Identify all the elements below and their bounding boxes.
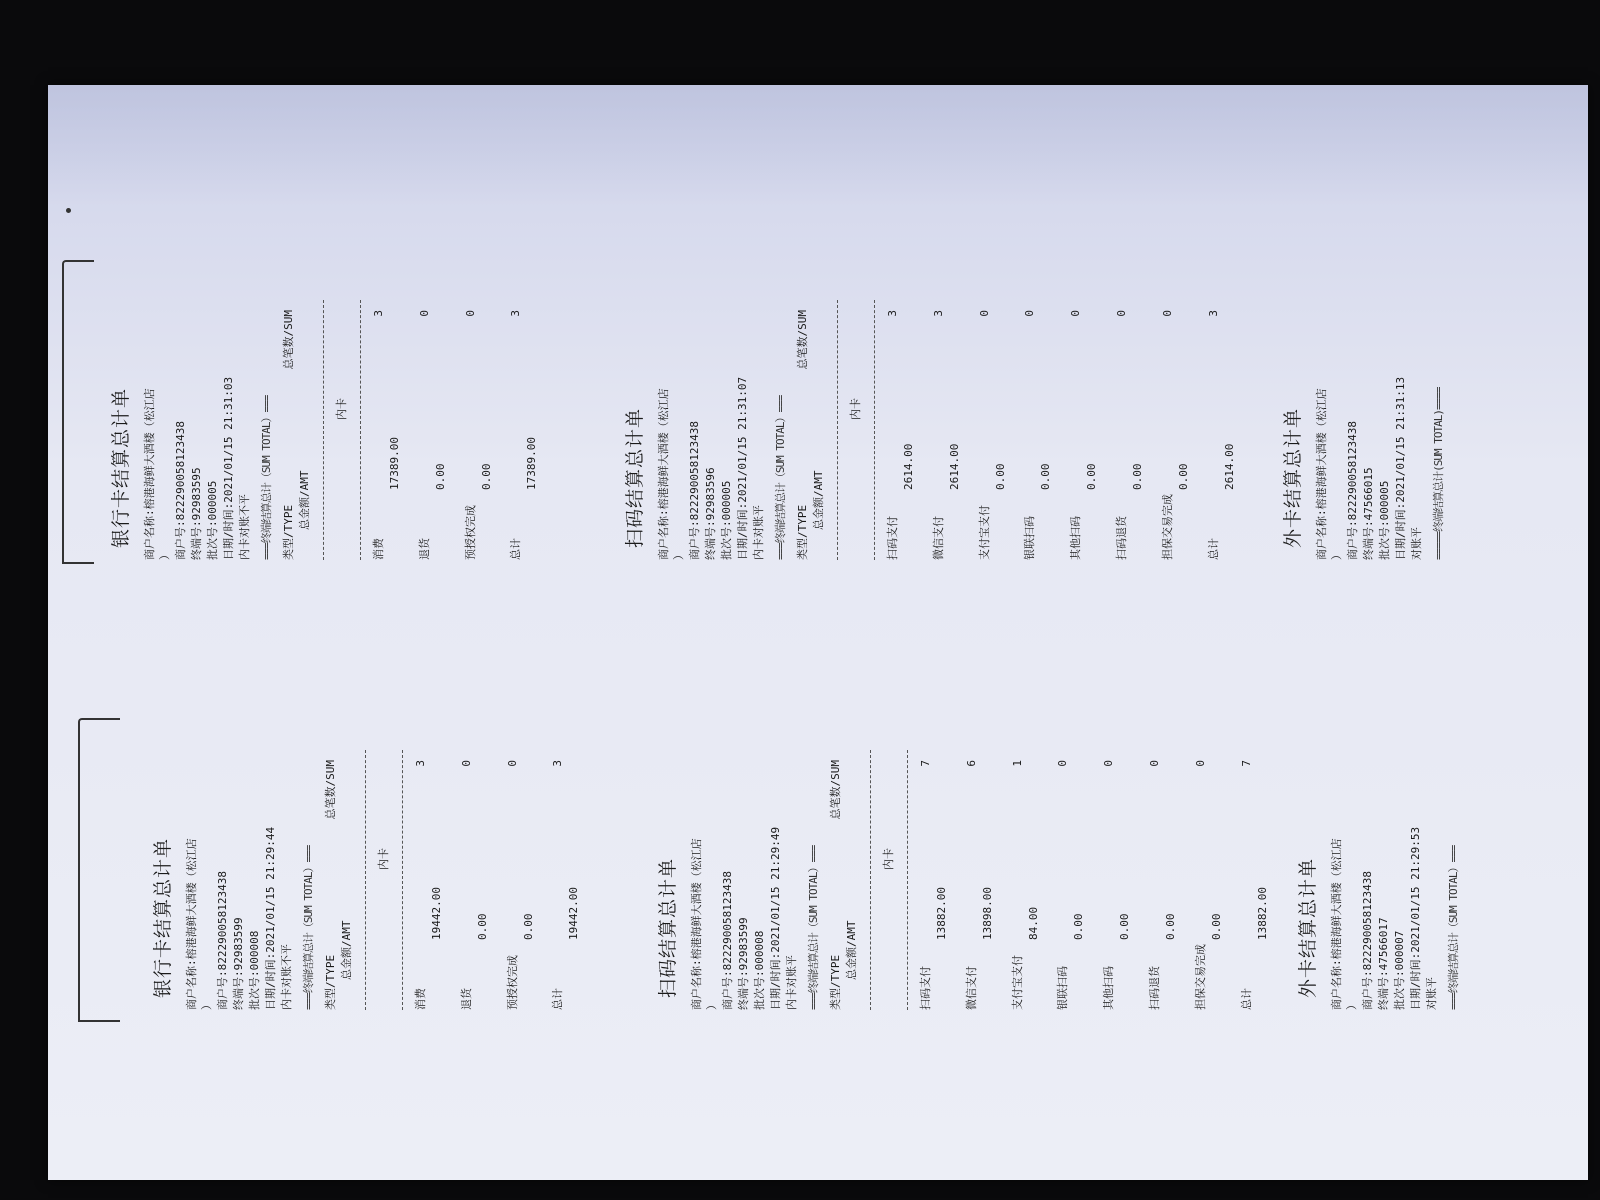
row-count: 7 — [1239, 760, 1253, 767]
sum-total-header: ===终端结算总计（SUM TOTAL）=== — [260, 395, 274, 560]
row-count: 0 — [1069, 310, 1083, 317]
summary-row-head — [1239, 760, 1255, 1010]
summary-row-head — [1114, 310, 1130, 560]
summary-row — [1114, 260, 1146, 560]
row-type: 其他扫码 — [1102, 966, 1116, 1010]
reconcile-status: 内卡对账平 — [752, 505, 766, 560]
paper-shading — [48, 85, 1588, 205]
receipt-title: 扫码结算总计单 — [657, 857, 679, 998]
date-time: 日期/时间:2021/01/15 21:31:13 — [1394, 376, 1408, 560]
row-type: 担保交易完成 — [1194, 944, 1208, 1010]
summary-row — [1068, 260, 1100, 560]
summary-row — [417, 260, 449, 560]
row-type: 消费 — [413, 988, 427, 1010]
terminal-number: 终端号:47566015 — [1362, 467, 1376, 560]
row-amount: 13898.00 — [980, 887, 994, 940]
column-header-row — [281, 310, 297, 560]
row-type: 退货 — [459, 988, 473, 1010]
section-label: 内卡 — [848, 398, 862, 420]
row-type: 消费 — [371, 538, 385, 560]
row-amount: 13882.00 — [934, 887, 948, 940]
batch-number: 批次号:000007 — [1393, 930, 1407, 1010]
summary-row — [413, 710, 445, 1010]
row-count: 7 — [918, 760, 932, 767]
row-amount: 19442.00 — [567, 887, 581, 940]
summary-row — [1193, 710, 1225, 1010]
col-type-label: 类型/TYPE — [282, 504, 296, 560]
summary-row-head — [1160, 310, 1176, 560]
summary-row — [918, 710, 950, 1010]
row-type: 总计 — [551, 988, 565, 1010]
row-count: 0 — [1115, 310, 1129, 317]
row-count: 6 — [964, 760, 978, 767]
row-amount: 2614.00 — [901, 443, 915, 490]
summary-row — [1022, 260, 1054, 560]
merchant-name: 商户名称:榕港海鲜大酒楼（松江店 — [184, 838, 198, 1010]
receipt-edge-left-top — [62, 260, 94, 564]
row-type: 微信支付 — [931, 516, 945, 560]
row-amount: 2614.00 — [1222, 443, 1236, 490]
batch-number: 批次号:000008 — [248, 930, 262, 1010]
col-amt-label: 总金额/AMT — [297, 470, 311, 530]
column-header-row — [795, 310, 811, 560]
paper-sheet — [48, 85, 1588, 1180]
reconcile-status: 对账平 — [1425, 977, 1439, 1010]
row-type: 支付宝支付 — [977, 505, 991, 560]
row-count: 0 — [459, 760, 473, 767]
summary-row-head — [550, 760, 566, 1010]
summary-row — [977, 260, 1009, 560]
row-count: 3 — [371, 310, 385, 317]
summary-row-head — [1022, 310, 1038, 560]
col-type-label: 类型/TYPE — [829, 954, 843, 1010]
row-type: 扫码支付 — [918, 966, 932, 1010]
merchant-name: 商户名称:榕港海鲜大酒楼（松江店 — [1314, 388, 1328, 560]
merchant-name-cont: ） — [1330, 549, 1344, 560]
summary-row-head — [1193, 760, 1209, 1010]
merchant-number: 商户号:822290058123438 — [721, 871, 735, 1010]
divider — [870, 750, 871, 1010]
row-type: 扫码支付 — [885, 516, 899, 560]
receipt-title: 扫码结算总计单 — [624, 407, 646, 548]
row-count: 0 — [1148, 760, 1162, 767]
col-sum-label: 总笔数/SUM — [796, 310, 810, 370]
summary-row-head — [463, 310, 479, 560]
summary-row-head — [1206, 310, 1222, 560]
row-count: 0 — [1056, 760, 1070, 767]
summary-row — [885, 260, 917, 560]
summary-row — [508, 260, 540, 560]
merchant-name: 商户名称:榕港海鲜大酒楼（松江店 — [1329, 838, 1343, 1010]
row-count: 0 — [463, 310, 477, 317]
divider — [360, 300, 361, 560]
column-header-row — [828, 760, 844, 1010]
merchant-number: 商户号:822290058123438 — [1346, 421, 1360, 560]
date-time: 日期/时间:2021/01/15 21:29:53 — [1409, 826, 1423, 1010]
summary-row-head — [931, 310, 947, 560]
terminal-number: 终端号:92983596 — [704, 467, 718, 560]
col-type-label: 类型/TYPE — [796, 504, 810, 560]
column-header-row — [323, 760, 339, 1010]
summary-row-head — [918, 760, 934, 1010]
row-count: 0 — [1161, 310, 1175, 317]
row-amount: 0.00 — [479, 463, 493, 490]
merchant-name: 商户名称:榕港海鲜大酒楼（松江店 — [142, 388, 156, 560]
row-amount: 0.00 — [993, 463, 1007, 490]
row-count: 3 — [1206, 310, 1220, 317]
row-type: 担保交易完成 — [1161, 494, 1175, 560]
receipt-title: 银行卡结算总计单 — [152, 837, 174, 998]
merchant-name-cont: ） — [705, 999, 719, 1010]
reconcile-status: 对账平 — [1410, 527, 1424, 560]
row-count: 0 — [1102, 760, 1116, 767]
row-amount: 84.00 — [1026, 906, 1040, 940]
merchant-name: 商户名称:榕港海鲜大酒楼（松江店 — [689, 838, 703, 1010]
divider — [365, 750, 366, 1010]
summary-row — [550, 710, 582, 1010]
summary-row — [1010, 710, 1042, 1010]
summary-row-head — [459, 760, 475, 1010]
row-type: 微信支付 — [964, 966, 978, 1010]
row-count: 3 — [551, 760, 565, 767]
terminal-number: 终端号:92983599 — [232, 917, 246, 1010]
summary-row-head — [977, 310, 993, 560]
summary-row — [505, 710, 537, 1010]
row-amount: 0.00 — [1118, 913, 1132, 940]
row-type: 总计 — [1239, 988, 1253, 1010]
row-type: 总计 — [1206, 538, 1220, 560]
row-type: 预授权完成 — [505, 955, 519, 1010]
batch-number: 批次号:000008 — [753, 930, 767, 1010]
date-time: 日期/时间:2021/01/15 21:29:49 — [769, 826, 783, 1010]
date-time: 日期/时间:2021/01/15 21:31:03 — [222, 376, 236, 560]
divider — [837, 300, 838, 560]
summary-row-head — [885, 310, 901, 560]
receipt-title: 外卡结算总计单 — [1297, 857, 1319, 998]
merchant-name-cont: ） — [200, 999, 214, 1010]
summary-row-head — [1147, 760, 1163, 1010]
col-sum-label: 总笔数/SUM — [324, 760, 338, 820]
row-type: 银联扫码 — [1056, 966, 1070, 1010]
summary-row — [371, 260, 403, 560]
merchant-name-cont: ） — [158, 549, 172, 560]
row-amount: 0.00 — [475, 913, 489, 940]
col-sum-label: 总笔数/SUM — [829, 760, 843, 820]
batch-number: 批次号:000005 — [720, 480, 734, 560]
divider — [874, 300, 875, 560]
summary-row-head — [1010, 760, 1026, 1010]
row-amount: 19442.00 — [429, 887, 443, 940]
divider — [402, 750, 403, 1010]
receipt-edge-left-bottom — [78, 718, 120, 1022]
summary-row — [1160, 260, 1192, 560]
col-amt-label: 总金额/AMT — [844, 920, 858, 980]
section-label: 内卡 — [881, 848, 895, 870]
summary-row-head — [1068, 310, 1084, 560]
reconcile-status: 内卡对账不平 — [238, 494, 252, 560]
merchant-name-cont: ） — [1345, 999, 1359, 1010]
summary-row-head — [417, 310, 433, 560]
summary-row — [1206, 260, 1238, 560]
row-count: 3 — [885, 310, 899, 317]
section-label: 内卡 — [334, 398, 348, 420]
receipt-title: 外卡结算总计单 — [1282, 407, 1304, 548]
row-type: 退货 — [417, 538, 431, 560]
summary-row-head — [508, 310, 524, 560]
col-amt-label: 总金额/AMT — [811, 470, 825, 530]
row-count: 0 — [977, 310, 991, 317]
reconcile-status: 内卡对账不平 — [280, 944, 294, 1010]
summary-row — [1147, 710, 1179, 1010]
row-count: 0 — [505, 760, 519, 767]
row-amount: 0.00 — [433, 463, 447, 490]
row-count: 0 — [1194, 760, 1208, 767]
paper-speck — [66, 208, 71, 213]
row-amount: 17389.00 — [525, 437, 539, 490]
row-type: 支付宝支付 — [1010, 955, 1024, 1010]
date-time: 日期/时间:2021/01/15 21:31:07 — [736, 376, 750, 560]
summary-row — [459, 710, 491, 1010]
row-amount: 17389.00 — [387, 437, 401, 490]
batch-number: 批次号:000005 — [1378, 480, 1392, 560]
summary-row-head — [1055, 760, 1071, 1010]
merchant-number: 商户号:822290058123438 — [1361, 871, 1375, 1010]
receipt-foreign-card-1 — [1295, 710, 1600, 1010]
row-count: 0 — [1023, 310, 1037, 317]
summary-row-head — [413, 760, 429, 1010]
row-type: 银联扫码 — [1023, 516, 1037, 560]
terminal-number: 终端号:92983595 — [190, 467, 204, 560]
terminal-number: 终端号:47566017 — [1377, 917, 1391, 1010]
receipt-title: 银行卡结算总计单 — [110, 387, 132, 548]
row-amount: 0.00 — [1164, 913, 1178, 940]
merchant-number: 商户号:822290058123438 — [688, 421, 702, 560]
divider — [323, 300, 324, 560]
row-type: 预授权完成 — [463, 505, 477, 560]
col-amt-label: 总金额/AMT — [339, 920, 353, 980]
sum-total-header: ===终端结算总计（SUM TOTAL）=== — [302, 845, 316, 1010]
summary-row — [1101, 710, 1133, 1010]
row-type: 总计 — [509, 538, 523, 560]
sum-total-header: ===终端结算总计（SUM TOTAL）=== — [1447, 845, 1461, 1010]
row-count: 3 — [413, 760, 427, 767]
row-amount: 0.00 — [1039, 463, 1053, 490]
divider — [907, 750, 908, 1010]
summary-row-head — [1101, 760, 1117, 1010]
row-amount: 0.00 — [1177, 463, 1191, 490]
col-type-label: 类型/TYPE — [324, 954, 338, 1010]
col-sum-label: 总笔数/SUM — [282, 310, 296, 370]
batch-number: 批次号:000005 — [206, 480, 220, 560]
row-amount: 0.00 — [1072, 913, 1086, 940]
summary-row-head — [505, 760, 521, 1010]
row-type: 扫码退货 — [1148, 966, 1162, 1010]
summary-row-head — [964, 760, 980, 1010]
terminal-number: 终端号:92983599 — [737, 917, 751, 1010]
row-type: 扫码退货 — [1115, 516, 1129, 560]
receipt-foreign-card-2 — [1280, 260, 1600, 560]
merchant-number: 商户号:822290058123438 — [216, 871, 230, 1010]
row-count: 0 — [417, 310, 431, 317]
summary-row — [931, 260, 963, 560]
reconcile-status: 内卡对账平 — [785, 955, 799, 1010]
row-amount: 0.00 — [521, 913, 535, 940]
merchant-name: 商户名称:榕港海鲜大酒楼（松江店 — [656, 388, 670, 560]
row-amount: 0.00 — [1131, 463, 1145, 490]
row-amount: 0.00 — [1085, 463, 1099, 490]
row-count: 1 — [1010, 760, 1024, 767]
summary-row — [964, 710, 996, 1010]
summary-row-head — [371, 310, 387, 560]
summary-row — [1239, 710, 1271, 1010]
row-amount: 2614.00 — [947, 443, 961, 490]
sum-total-header: =====终端结算总计(SUM TOTAL)==== — [1432, 387, 1446, 560]
summary-row — [1055, 710, 1087, 1010]
sum-total-header: ===终端结算总计（SUM TOTAL）=== — [807, 845, 821, 1010]
row-type: 其他扫码 — [1069, 516, 1083, 560]
summary-row — [463, 260, 495, 560]
row-amount: 13882.00 — [1255, 887, 1269, 940]
merchant-name-cont: ） — [672, 549, 686, 560]
date-time: 日期/时间:2021/01/15 21:29:44 — [264, 826, 278, 1010]
merchant-number: 商户号:822290058123438 — [174, 421, 188, 560]
row-count: 3 — [931, 310, 945, 317]
row-amount: 0.00 — [1210, 913, 1224, 940]
sum-total-header: ===终端结算总计（SUM TOTAL）=== — [774, 395, 788, 560]
section-label: 内卡 — [376, 848, 390, 870]
row-count: 3 — [509, 310, 523, 317]
